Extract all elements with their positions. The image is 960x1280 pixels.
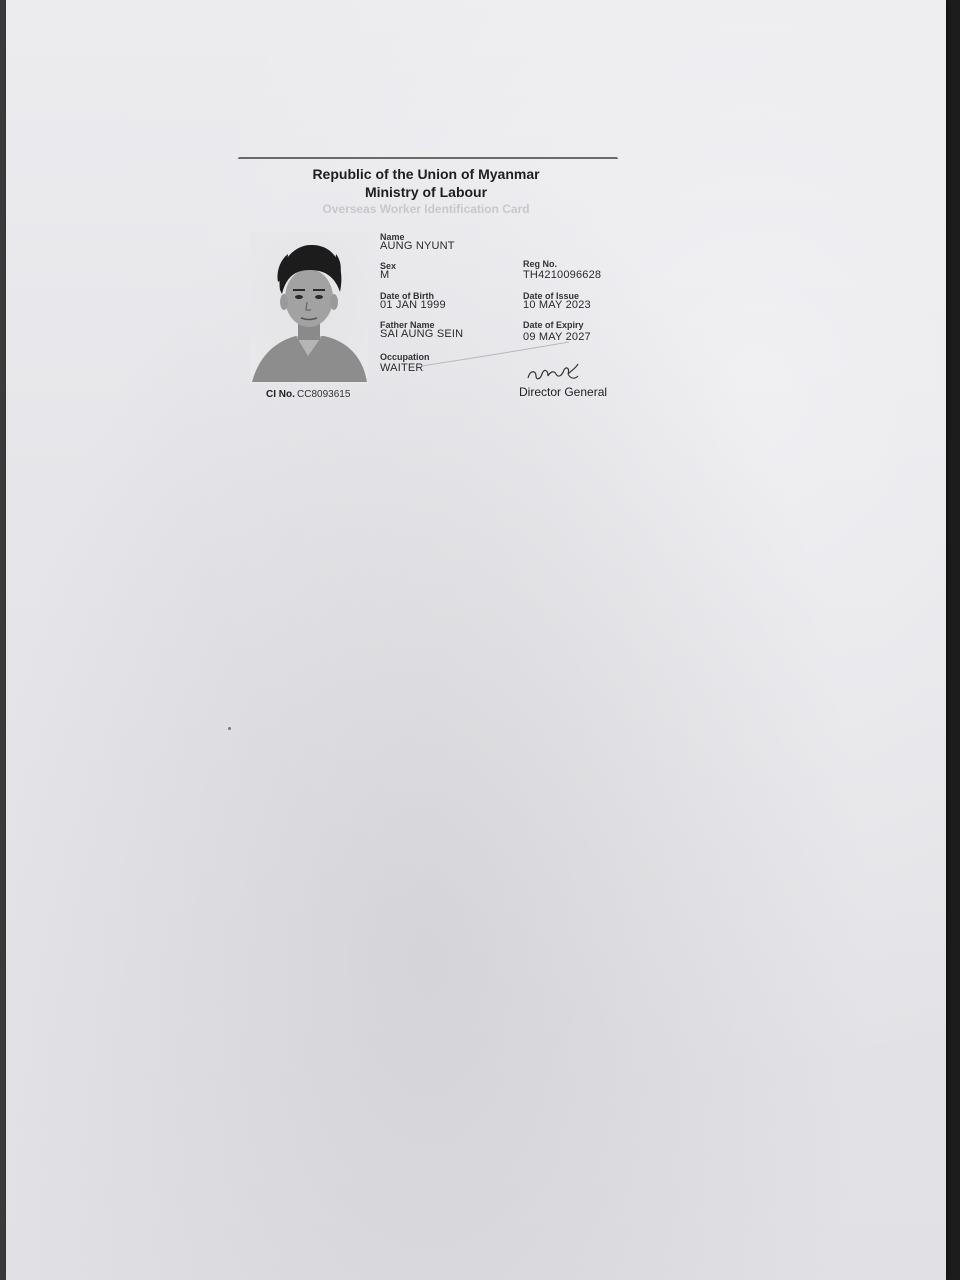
signature-icon bbox=[524, 358, 584, 384]
occupation-value: WAITER bbox=[380, 362, 424, 374]
card-top-border bbox=[238, 157, 618, 159]
portrait-photo-icon bbox=[250, 232, 368, 384]
signatory-title: Director General bbox=[519, 385, 608, 399]
name-value: AUNG NYUNT bbox=[380, 240, 455, 252]
issue-date-value: 10 MAY 2023 bbox=[523, 299, 591, 311]
ci-number-label: CI No. bbox=[266, 389, 295, 400]
card-title-ministry: Ministry of Labour bbox=[364, 184, 488, 200]
expiry-date-value: 09 MAY 2027 bbox=[523, 331, 591, 343]
card-title-country: Republic of the Union of Myanmar bbox=[312, 166, 540, 182]
reg-no-value: TH4210096628 bbox=[523, 269, 602, 281]
occupation-label: Occupation bbox=[380, 352, 430, 362]
issue-date-label: Date of Issue bbox=[523, 291, 580, 301]
sex-value: M bbox=[380, 269, 390, 281]
dob-value: 01 JAN 1999 bbox=[380, 299, 446, 311]
paper-sheet bbox=[6, 0, 946, 1280]
father-name-value: SAI AUNG SEIN bbox=[380, 328, 464, 340]
expiry-date-label: Date of Expiry bbox=[523, 320, 584, 330]
paper-speck bbox=[228, 727, 231, 730]
father-name-label: Father Name bbox=[380, 320, 435, 330]
sex-label: Sex bbox=[380, 261, 397, 271]
reg-no-label: Reg No. bbox=[523, 259, 558, 269]
worker-id-card bbox=[236, 150, 626, 410]
ci-number-value: CC8093615 bbox=[297, 389, 351, 400]
card-subtitle: Overseas Worker Identification Card bbox=[322, 202, 530, 216]
dob-label: Date of Birth bbox=[380, 291, 434, 301]
name-label: Name bbox=[380, 232, 405, 242]
